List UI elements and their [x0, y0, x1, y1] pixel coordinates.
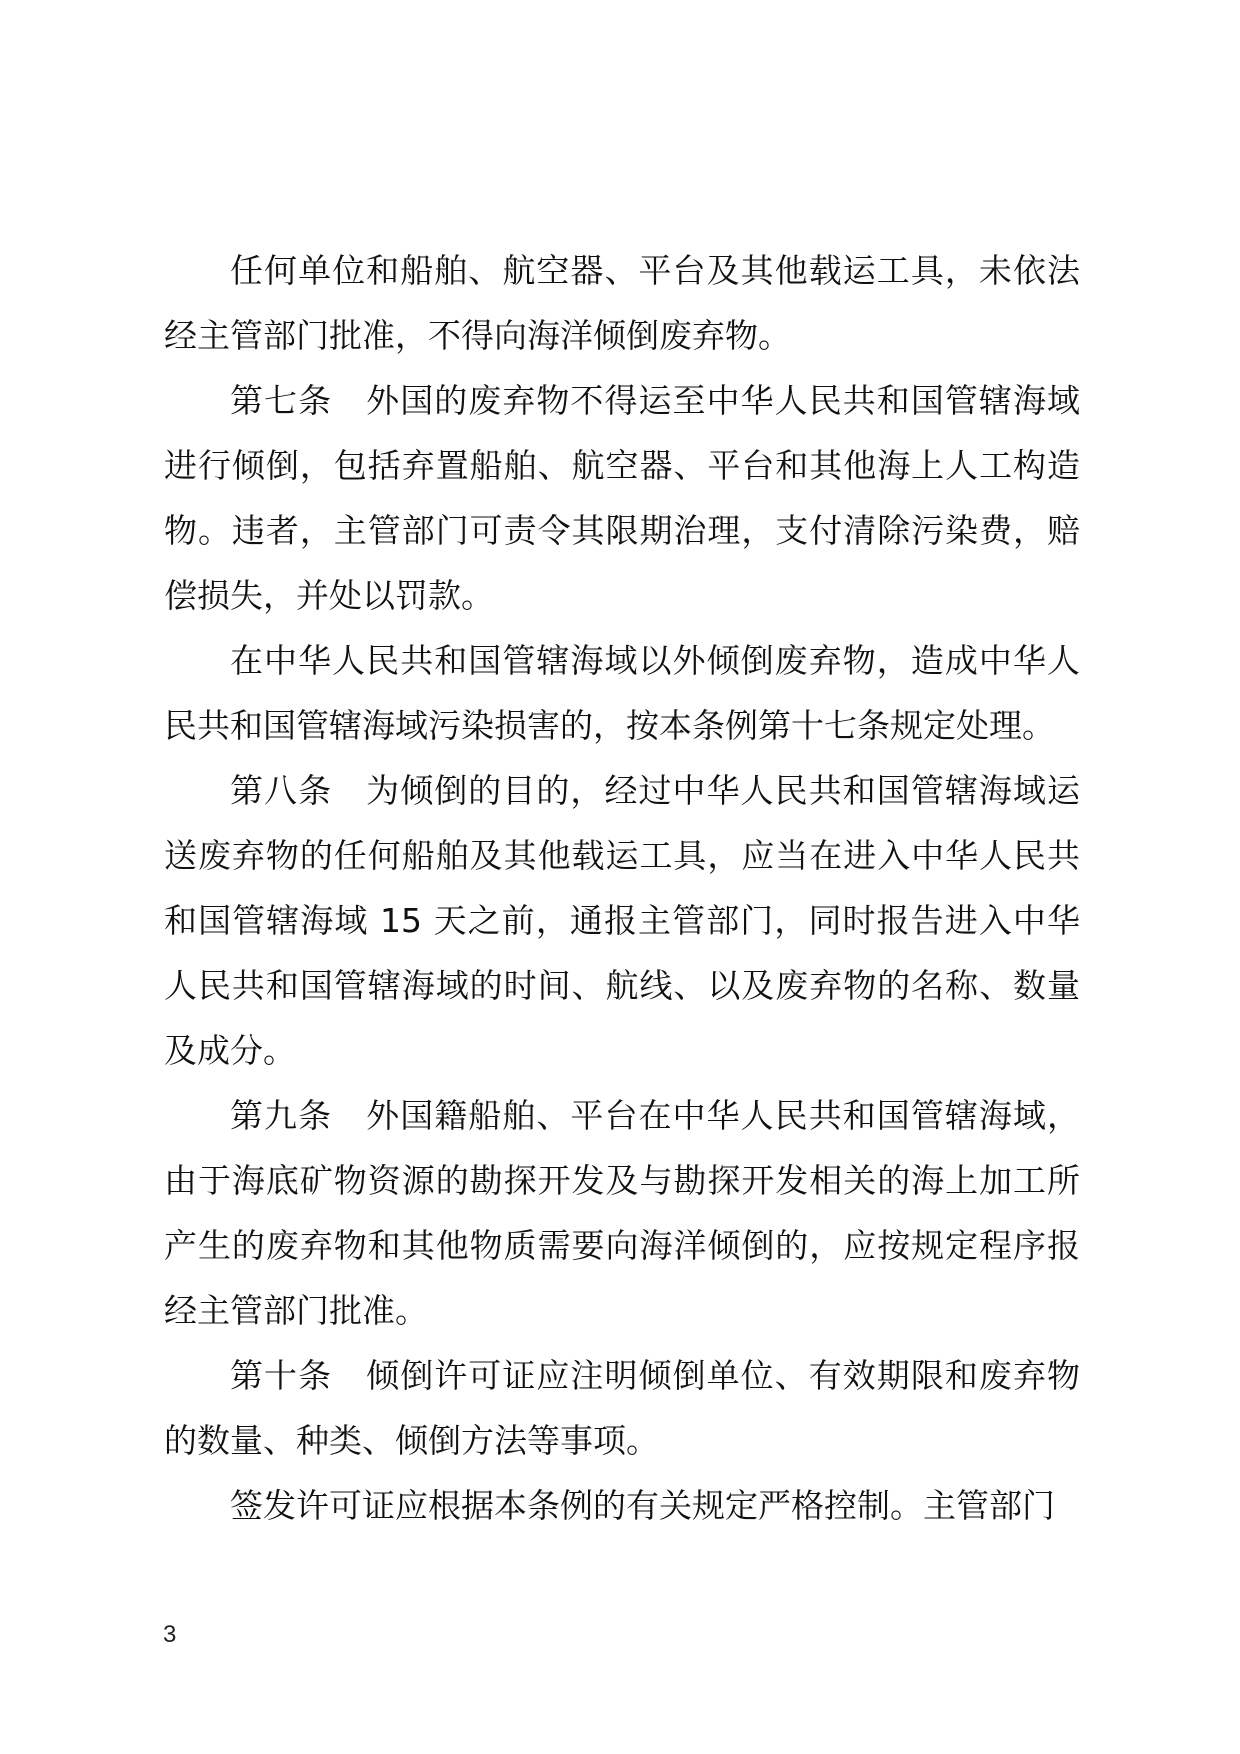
paragraph-article-9: 第九条 外国籍船舶、平台在中华人民共和国管辖海域，由于海底矿物资源的勘探开发及与勘探开发相关的海上加工所产生的废弃物和其他物质需要向海洋倾倒的，应按规定程序报经主管部门批准。 — [164, 1096, 1080, 1330]
document-body — [164, 238, 1080, 1538]
paragraph-1: 任何单位和船舶、航空器、平台及其他载运工具，未依法经主管部门批准，不得向海洋倾倒废弃物。 — [164, 251, 1080, 355]
paragraph-article-7-cont: 在中华人民共和国管辖海域以外倾倒废弃物，造成中华人民共和国管辖海域污染损害的，按本条例第十七条规定处理。 — [164, 641, 1080, 745]
paragraph-article-10-cont: 签发许可证应根据本条例的有关规定严格控制。主管部门 — [230, 1486, 1055, 1525]
page-number: 3 — [163, 1621, 177, 1648]
paragraph-article-7: 第七条 外国的废弃物不得运至中华人民共和国管辖海域进行倾倒，包括弃置船舶、航空器、平台和其他海上人工构造物。违者，主管部门可责令其限期治理，支付清除污染费，赔偿损失，并处以罚款。 — [164, 381, 1080, 615]
paragraph-article-10: 第十条 倾倒许可证应注明倾倒单位、有效期限和废弃物的数量、种类、倾倒方法等事项。 — [164, 1356, 1080, 1460]
paragraph-article-8: 第八条 为倾倒的目的，经过中华人民共和国管辖海域运送废弃物的任何船舶及其他载运工具，应当在进入中华人民共和国管辖海域 15 天之前，通报主管部门，同时报告进入中华人民共和国管辖海域的时间、航线、以及废弃物的名称、数量及成分。 — [164, 771, 1080, 1070]
